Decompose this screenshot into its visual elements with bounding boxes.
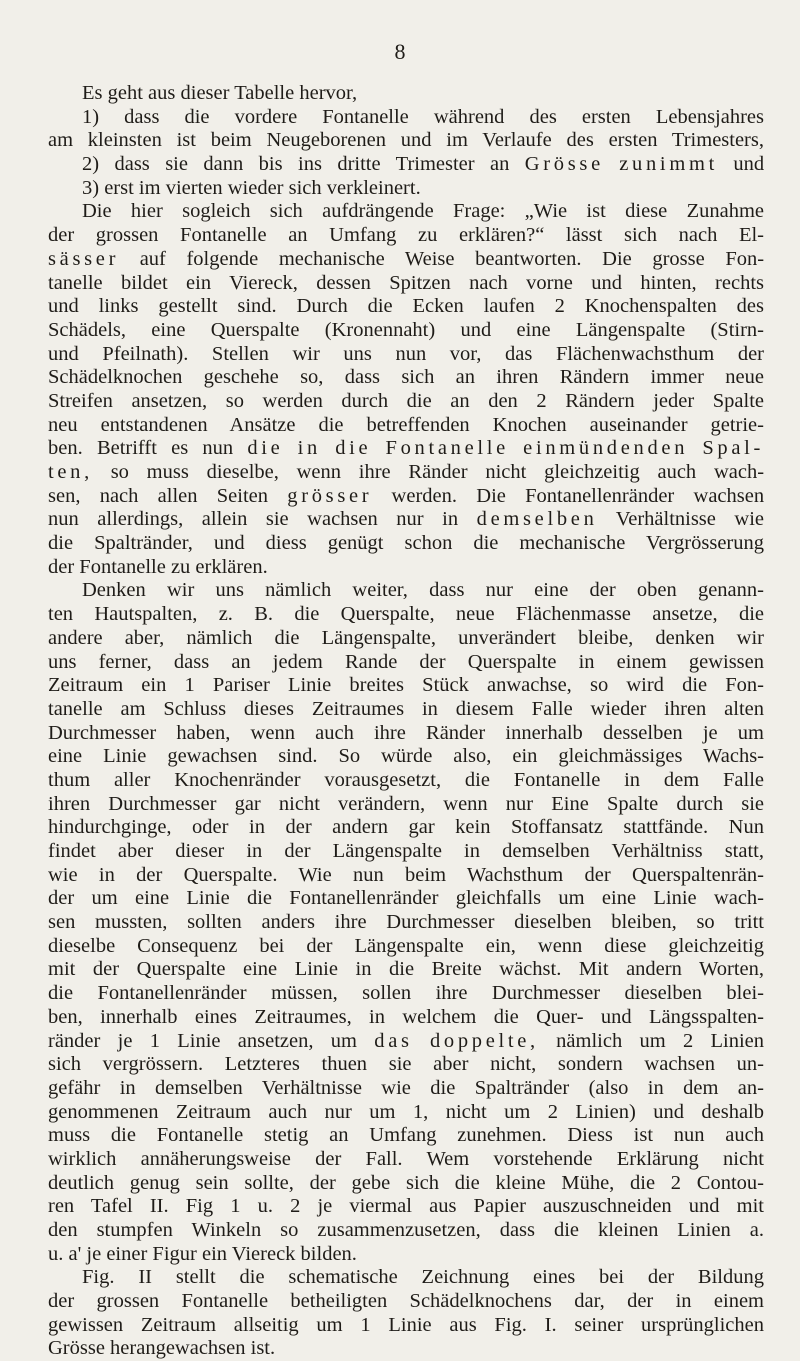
text-line: Durchmesser haben, wenn auch ihre Ränder innerhalb desselben je um — [48, 721, 764, 744]
text-line: Es geht aus dieser Tabelle hervor, — [82, 82, 358, 104]
text-line: ren Tafel II. Fig 1 u. 2 je viermal aus Papier auszuschneiden und mit — [48, 1195, 764, 1218]
text-line: die Spaltränder, und diess genügt schon die mechanische Vergrösserung — [48, 532, 764, 555]
text-line: den stumpfen Winkeln so zusammenzusetzen, dass die kleinen Linien a. — [48, 1219, 764, 1241]
text-line: hindurchginge, oder in der andern gar kein Stoffansatz stattfände. Nun — [48, 816, 764, 839]
text-line: ben. Betrifft es nun die in die Fontanelle einmündenden Spal- — [48, 437, 764, 460]
text-line: Die hier sogleich sich aufdrängende Frage: „Wie ist diese Zunahme — [82, 200, 764, 223]
text-line: Denken wir uns nämlich weiter, dass nur eine der oben genann- — [82, 579, 764, 602]
text-line: findet aber dieser in der Längenspalte in demselben Verhältniss statt, — [48, 840, 764, 862]
text-line: ben, innerhalb eines Zeitraumes, in welchem die Quer- und Längsspalten- — [48, 1005, 764, 1028]
text-line: 2) dass sie dann bis ins dritte Trimester an Grösse zunimmt und — [82, 153, 764, 176]
text-line: und Pfeilnath). Stellen wir uns nun vor, das Flächenwachsthum der — [48, 342, 764, 365]
text-line: muss die Fontanelle stetig an Umfang zunehmen. Diess ist nun auch — [48, 1124, 764, 1147]
text-line: ten Hautspalten, z. B. die Querspalte, neue Flächenmasse ansetze, die — [48, 603, 764, 626]
text-line: Streifen ansetzen, so werden durch die an den 2 Rändern jeder Spalte — [48, 389, 764, 412]
body-text — [48, 82, 764, 1361]
text-line: wirklich annäherungsweise der Fall. Wem vorstehende Erklärung nicht — [48, 1147, 764, 1170]
text-line: u. a' je einer Figur ein Viereck bilden. — [48, 1242, 357, 1265]
text-line: Fig. II stellt die schematische Zeichnung eines bei der Bildung — [82, 1266, 764, 1289]
text-line: 1) dass die vordere Fontanelle während des ersten Lebensjahres — [82, 105, 764, 128]
text-line: eine Linie gewachsen sind. So würde also, ein gleichmässiges Wachs- — [48, 745, 764, 768]
text-line: Schädels, eine Querspalte (Kronennaht) und eine Längenspalte (Stirn- — [48, 318, 764, 341]
text-line: gewissen Zeitraum allseitig um 1 Linie aus Fig. I. seiner ursprünglichen — [48, 1313, 764, 1336]
text-line: Schädelknochen geschehe so, dass sich an ihren Rändern immer neue — [48, 366, 764, 389]
text-line: dieselbe Consequenz bei der Längenspalte ein, wenn diese gleichzeitig — [48, 934, 764, 957]
text-line: tanelle bildet ein Viereck, dessen Spitzen nach vorne und hinten, rechts — [48, 271, 764, 294]
text-line: und links gestellt sind. Durch die Ecken laufen 2 Knochenspalten des — [48, 295, 764, 318]
text-line: genommenen Zeitraum auch nur um 1, nicht um 2 Linien) und deshalb — [48, 1100, 764, 1123]
text-line: andere aber, nämlich die Längenspalte, unverändert bleibe, denken wir — [48, 626, 764, 649]
text-line: Zeitraum ein 1 Pariser Linie breites Stück anwachse, so wird die Fon- — [48, 674, 764, 697]
text-line: sässer auf folgende mechanische Weise beantworten. Die grosse Fon- — [48, 247, 764, 270]
text-line: deutlich genug sein sollte, der gebe sich die kleine Mühe, die 2 Contou- — [48, 1171, 764, 1194]
text-line: neu entstandenen Ansätze die betreffenden Knochen auseinander getrie- — [48, 413, 764, 436]
text-line: nun allerdings, allein sie wachsen nur in demselben Verhältnisse wie — [48, 508, 764, 531]
text-line: 3) erst im vierten wieder sich verkleinert. — [82, 176, 421, 199]
text-line: am kleinsten ist beim Neugeborenen und im Verlaufe des ersten Trimesters, — [48, 129, 764, 152]
text-line: tanelle am Schluss dieses Zeitraumes in diesem Falle wieder ihren alten — [48, 697, 764, 720]
text-line: wie in der Querspalte. Wie nun beim Wachsthum der Querspaltenrän- — [48, 863, 764, 886]
text-line: mit der Querspalte eine Linie in die Breite wächst. Mit andern Worten, — [48, 958, 764, 981]
text-line: der Fontanelle zu erklären. — [48, 555, 268, 578]
text-line: thum aller Knochenränder vorausgesetzt, die Fontanelle in dem Falle — [48, 768, 764, 791]
text-line: sich vergrössern. Letzteres thuen sie aber nicht, sondern wachsen un- — [48, 1053, 764, 1076]
text-line: uns ferner, dass an jedem Rande der Querspalte in einem gewissen — [48, 650, 764, 673]
text-line: der um eine Linie die Fontanellenränder gleichfalls um eine Linie wach- — [48, 887, 764, 910]
text-line: gefähr in demselben Verhältnisse wie die Spaltränder (also in dem an- — [48, 1076, 764, 1099]
text-line: ihren Durchmesser gar nicht verändern, wenn nur Eine Spalte durch sie — [48, 792, 764, 815]
text-line: Grösse herangewachsen ist. — [48, 1337, 276, 1360]
text-line: die Fontanellenränder müssen, sollen ihre Durchmesser dieselben blei- — [48, 982, 764, 1005]
text-line: ränder je 1 Linie ansetzen, um das doppelte, nämlich um 2 Linien — [48, 1029, 764, 1052]
text-line: ten, so muss dieselbe, wenn ihre Ränder nicht gleichzeitig auch wach- — [48, 461, 764, 483]
text-line: sen, nach allen Seiten grösser werden. Die Fontanellenränder wachsen — [48, 484, 764, 507]
text-line: der grossen Fontanelle betheiligten Schädelknochens dar, der in einem — [48, 1290, 764, 1313]
text-line: sen mussten, sollten anders ihre Durchmesser dieselben bleiben, so tritt — [48, 911, 764, 934]
text-line: der grossen Fontanelle an Umfang zu erklären?“ lässt sich nach El- — [48, 224, 764, 247]
page-number: 8 — [394, 39, 406, 64]
